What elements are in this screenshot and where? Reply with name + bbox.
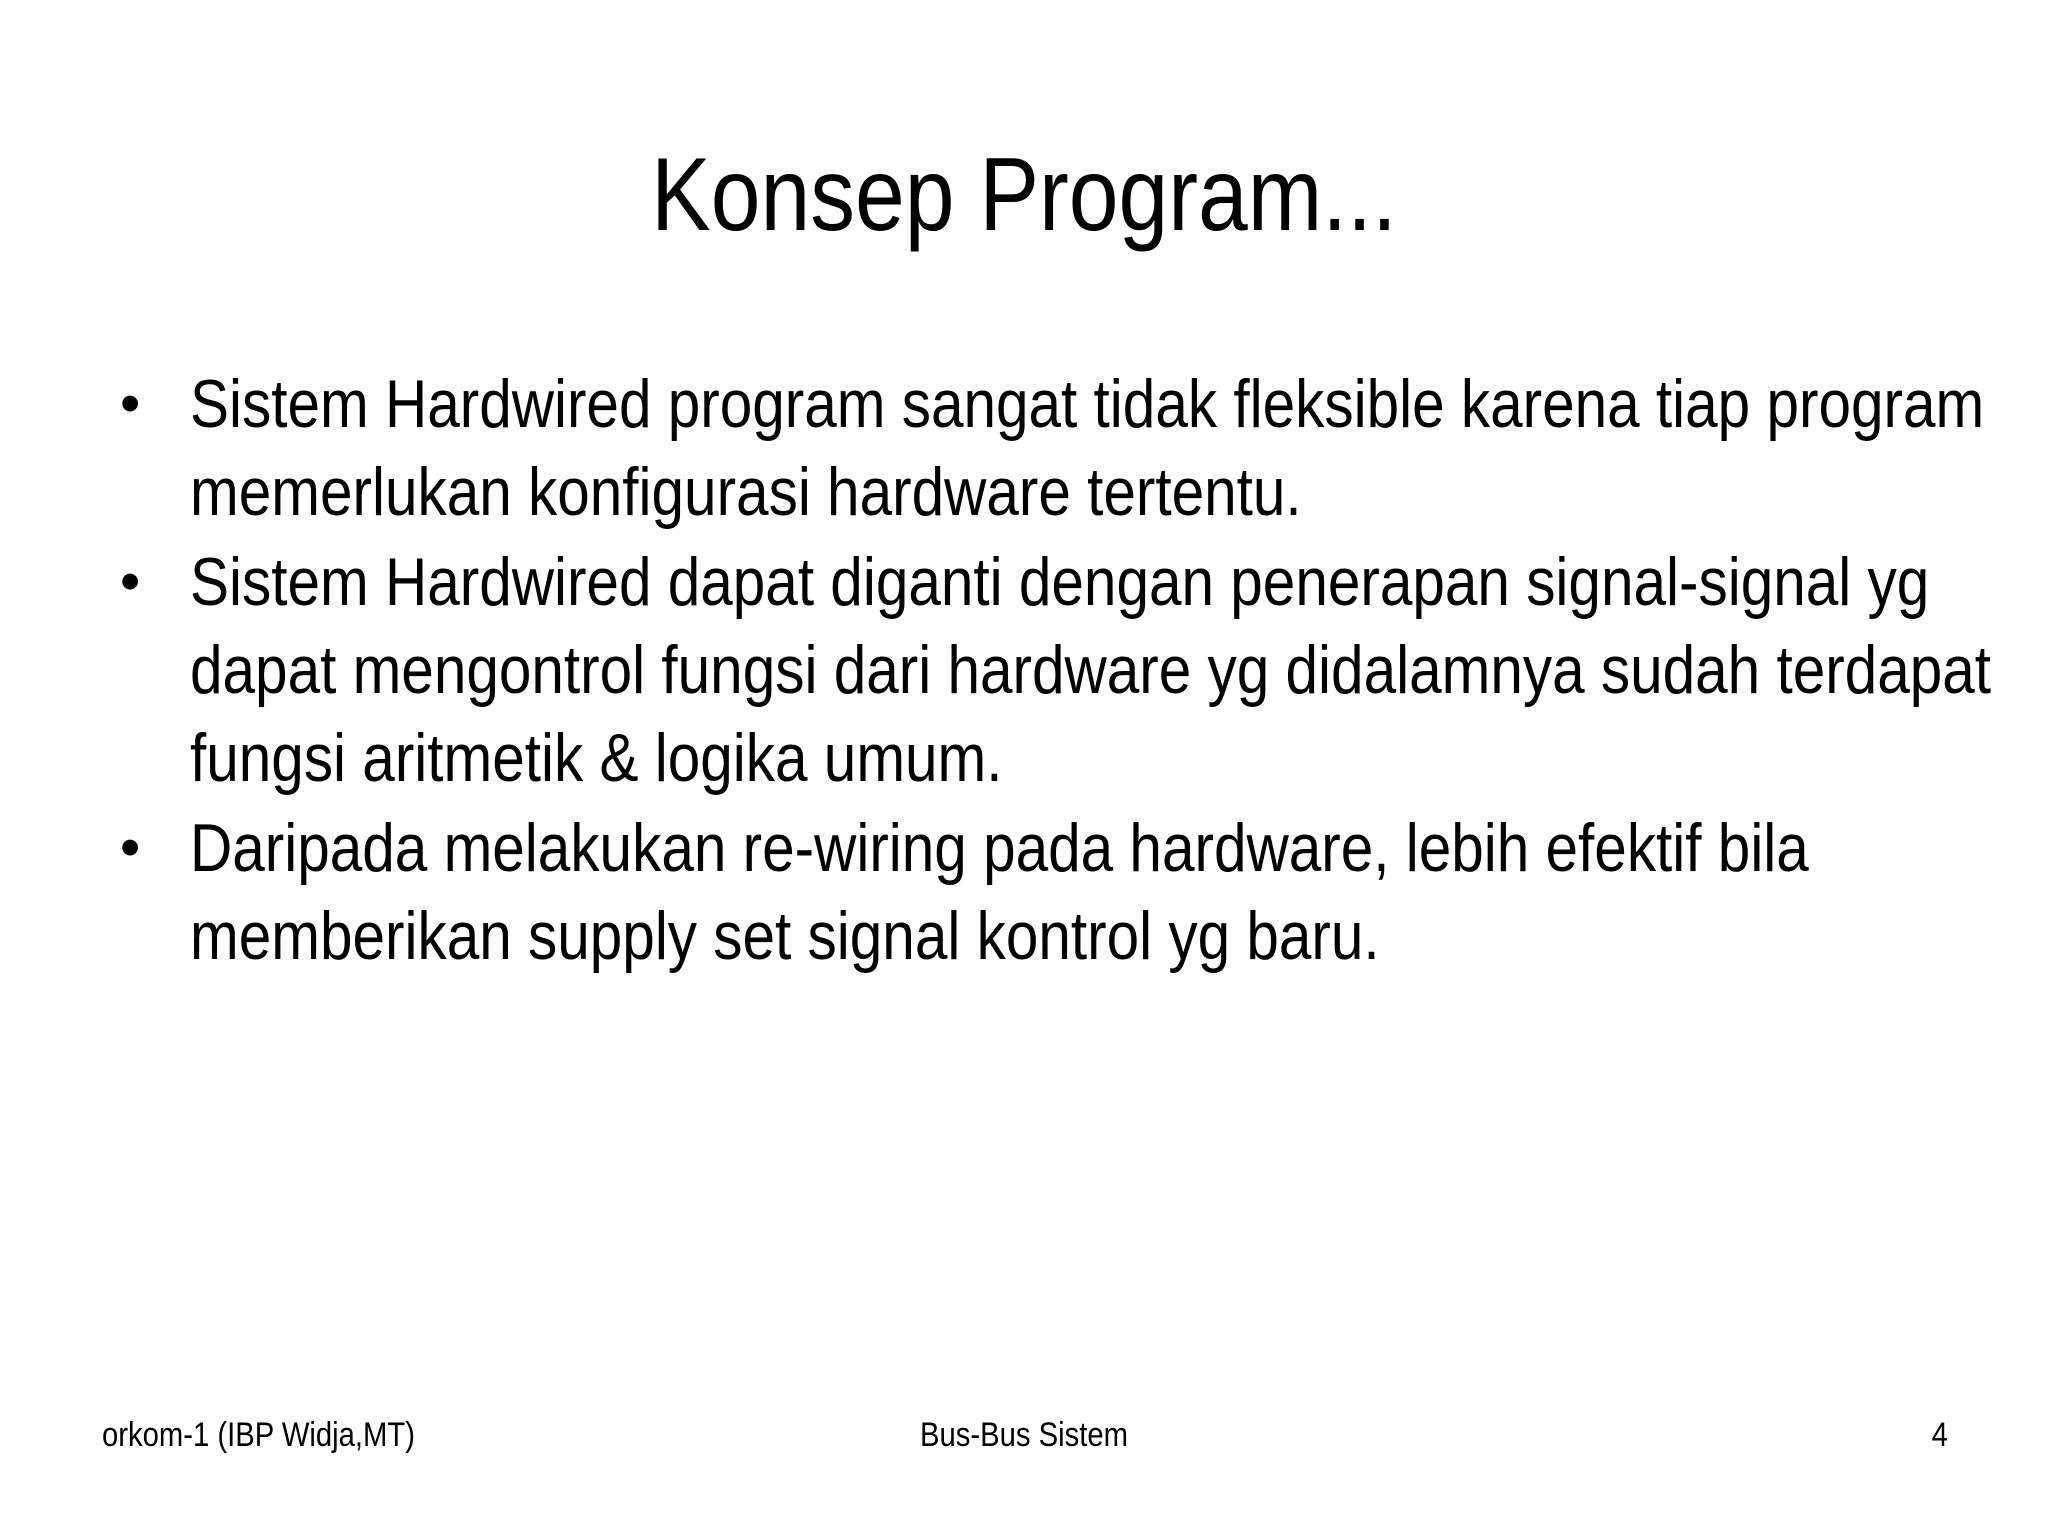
bullet-text: Sistem Hardwired dapat diganti dengan penerapan signal-signal yg dapat mengontrol fungsi dari hardware yg didalamnya sudah terdapat fungsi aritmetik & logika umum. [190,544,1992,796]
bullet-text: Sistem Hardwired program sangat tidak fleksible karena tiap program memerlukan konfigurasi hardware tertentu. [190,366,1985,530]
bullet-icon: • [120,815,141,880]
bullet-item [120,804,2000,980]
bullet-list [120,360,2000,982]
bullet-item [120,360,2000,536]
bullet-item [120,538,2000,802]
footer-author: orkom-1 (IBP Widja,MT) [102,1416,416,1454]
page-number: 4 [1931,1416,1948,1454]
bullet-icon: • [120,371,141,436]
footer-topic: Bus-Bus Sistem [919,1416,1128,1454]
slide-title: Konsep Program... [651,137,1397,253]
bullet-icon: • [120,549,141,614]
bullet-text: Daripada melakukan re-wiring pada hardware, lebih efektif bila memberikan supply set signal kontrol yg baru. [190,810,1809,974]
